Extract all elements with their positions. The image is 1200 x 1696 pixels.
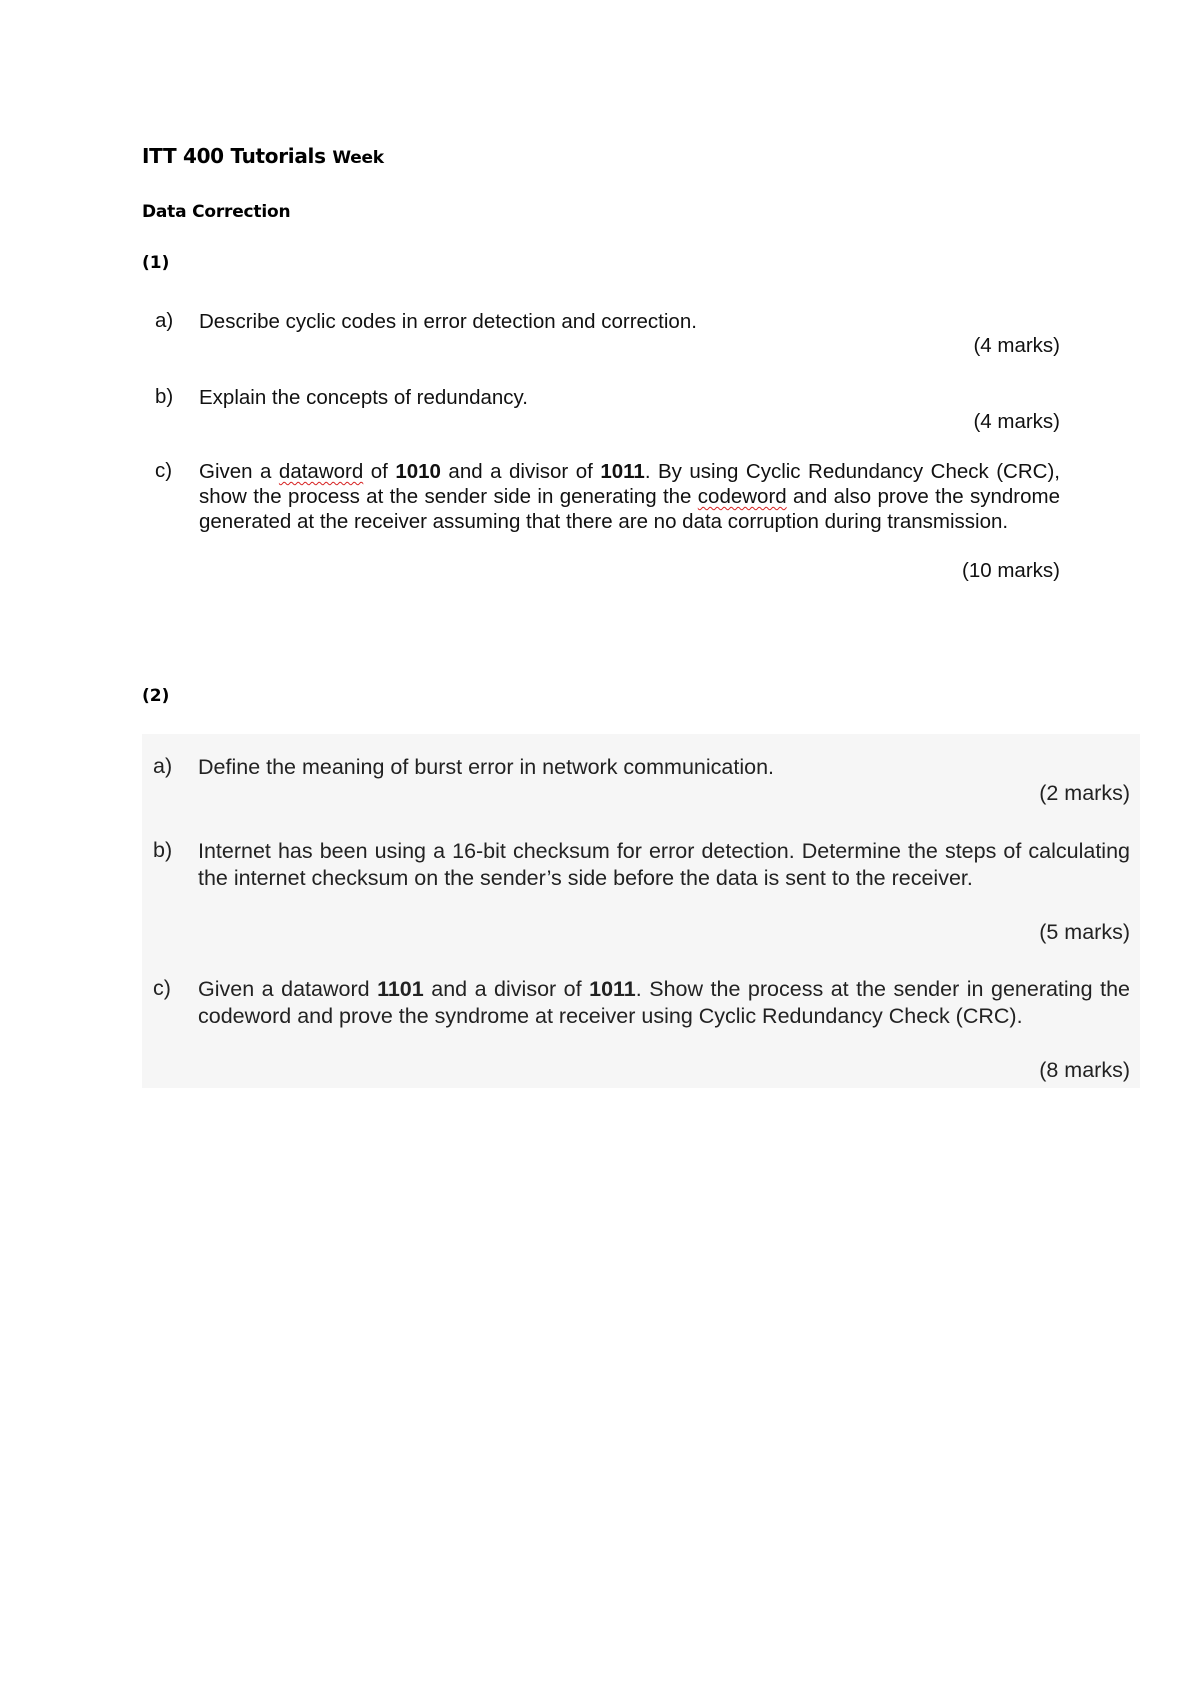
page-subtitle: Data Correction	[142, 202, 291, 222]
item-text	[198, 976, 1130, 1030]
item-marks: (5 marks)	[1039, 920, 1130, 944]
item-label: a)	[155, 309, 174, 332]
text-fragment: and also prove the syndrome generated at the receiver assuming that there are no data corruption during transmission.	[199, 485, 1061, 533]
dataword-value: 1010	[395, 460, 441, 483]
question-1c	[155, 459, 1060, 589]
text-fragment: . Show the process at the sender in generating the codeword and prove the syndrome at receiver using Cyclic Redundancy Check (CRC).	[198, 977, 1130, 1028]
question-2a	[142, 754, 1140, 814]
item-text: Define the meaning of burst error in network communication.	[198, 755, 774, 779]
item-marks: (8 marks)	[1039, 1058, 1130, 1082]
item-marks: (4 marks)	[973, 334, 1060, 357]
divisor-value: 1011	[589, 977, 636, 1001]
question-1b	[155, 385, 1060, 445]
item-text: Explain the concepts of redundancy.	[199, 386, 528, 409]
item-text: Internet has been using a 16-bit checksum for error detection. Determine the steps of calculating the internet checksum on the sender’s side before the data is sent to the receiver.	[198, 839, 1130, 890]
text-fragment: Given a	[199, 460, 279, 483]
item-text	[199, 459, 1060, 534]
title-suffix: Week	[332, 148, 384, 168]
spellcheck-word: codeword	[697, 485, 787, 508]
question-2b	[142, 838, 1140, 948]
title-main: ITT 400 Tutorials	[142, 144, 326, 168]
item-text: Describe cyclic codes in error detection and correction.	[199, 310, 697, 333]
text-fragment: and a divisor of	[423, 977, 590, 1001]
text-fragment: Given a dataword	[198, 977, 378, 1001]
spellcheck-word: dataword	[278, 460, 364, 483]
question-1-number: (1)	[142, 253, 170, 273]
dataword-value: 1101	[377, 977, 424, 1001]
item-label: c)	[155, 459, 173, 482]
question-2-number: (2)	[142, 686, 170, 706]
item-label: c)	[153, 976, 171, 1000]
item-marks: (10 marks)	[962, 559, 1060, 582]
text-fragment: . By using Cyclic Redundancy Check (CRC), show the process at the sender side in generating the	[199, 460, 1060, 508]
question-1a	[155, 309, 1060, 369]
text-fragment: and a divisor of	[440, 460, 601, 483]
item-marks: (4 marks)	[973, 410, 1060, 433]
item-label: b)	[153, 838, 173, 862]
item-marks: (2 marks)	[1039, 781, 1130, 805]
question-2-block	[142, 734, 1140, 1088]
question-2c	[142, 976, 1140, 1086]
text-fragment: of	[363, 460, 396, 483]
item-label: b)	[155, 385, 174, 408]
page-title	[142, 144, 384, 168]
divisor-value: 1011	[600, 460, 645, 483]
item-label: a)	[153, 754, 173, 778]
